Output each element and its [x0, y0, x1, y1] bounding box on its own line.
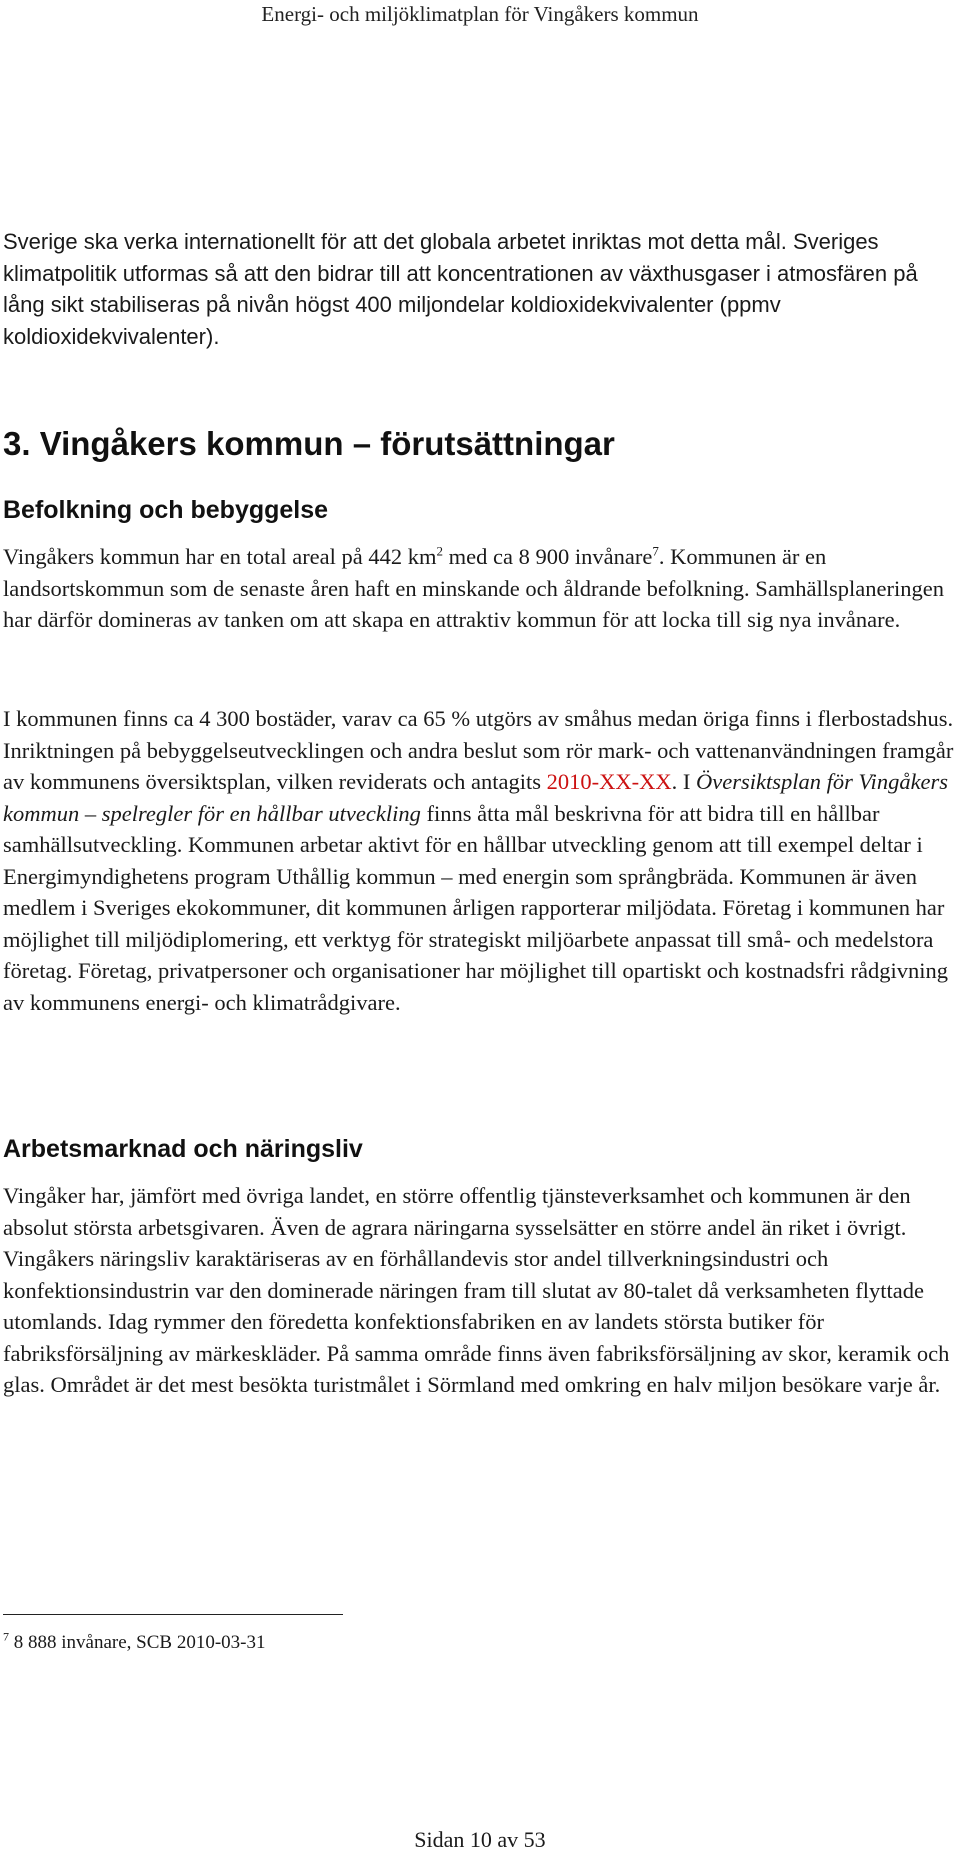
- superscript-area: 2: [436, 543, 444, 559]
- running-header: Energi- och miljöklimatplan för Vingåkers kommun: [261, 2, 699, 26]
- footnote: [3, 1629, 266, 1654]
- befolkning-paragraph-1: [3, 541, 955, 636]
- plan-title-italic: Översiktsplan för Vingåkers kommun – spelregler för en hållbar utveckling: [3, 769, 949, 826]
- text-run: med ca 8 900 invånare: [443, 544, 653, 569]
- section-heading-befolkning: Befolkning och bebyggelse: [3, 496, 329, 524]
- placeholder-date: 2010-XX-XX: [546, 769, 672, 794]
- text-run: finns åtta mål beskrivna för att bidra till en hållbar samhällsutveckling. Kommunen arbetar aktivt för en hållbar utveckling genom att till exempel deltar i Energimyndighetens program Uthållig kommun – med energin som språngbräda. Kommunen är även medlem i Sveriges ekokommuner, dit kommunen årligen rapporterar miljödata. Företag i kommunen har möjlighet till miljödiplomering, ett verktyg för strategiskt miljöarbete anpassat till små- och medelstora företag. Företag, privatpersoner och organisationer har möjlighet till opartiskt och kostnadsfri rådgivning av kommunens energi- och klimatrådgivare.: [3, 800, 948, 1015]
- footnote-divider: [3, 1614, 343, 1615]
- chapter-heading: 3. Vingåkers kommun – förutsättningar: [3, 425, 615, 462]
- footnote-text: 8 888 invånare, SCB 2010-03-31: [9, 1632, 266, 1653]
- intro-paragraph: Sverige ska verka internationellt för att det globala arbetet inriktas mot detta mål. Sveriges klimatpolitik utformas så att den bidrar till att koncentrationen av växthusgaser i atmosfären på lång sikt stabiliseras på nivån högst 400 miljondelar koldioxidekvivalenter (ppmv koldioxidekvivalenter).: [3, 229, 918, 349]
- text-run: I kommunen finns ca 4 300 bostäder, varav ca 65 % utgörs av småhus medan öriga finns i flerbostadshus. Inriktningen på bebyggelseutvecklingen och andra beslut som rör mark- och vattenanvändningen framgår av kommunens översiktsplan, vilken reviderats och antagits: [3, 706, 954, 794]
- befolkning-paragraph-2: [3, 703, 955, 1018]
- page-number: Sidan 10 av 53: [414, 1827, 546, 1852]
- footnote-marker: 7: [3, 1629, 9, 1644]
- section-heading-arbetsmarknad: Arbetsmarknad och näringsliv: [3, 1135, 363, 1163]
- arbetsmarknad-paragraph: Vingåker har, jämfört med övriga landet, en större offentlig tjänsteverksamhet och kommunen är den absolut största arbetsgivaren. Även de agrara näringarna sysselsätter en större andel än riket i övrigt. Vingåkers näringsliv karaktäriseras av en förhållandevis stor andel tillverkningsindustri och konfektionsindustrin var den dominerade näringen fram till slutat av 80-talet då verksamheten flyttade utomlands. Idag rymmer den föredetta konfektionsfabriken en av landets största butiker för fabriksförsäljning av märkeskläder. På samma område finns även fabriksförsäljning av skor, keramik och glas. Området är det mest besökta turistmålet i Sörmland med omkring en halv miljon besökare varje år.: [3, 1183, 950, 1397]
- text-run: . I: [671, 769, 696, 794]
- text-run: . Kommunen är en landsortskommun som de senaste åren haft en minskande och åldrande befolkning. Samhällsplaneringen har därför domineras av tanken om att skapa en attraktiv kommun för att locka till sig nya invånare.: [3, 544, 945, 632]
- footnote-reference[interactable]: 7: [652, 543, 659, 559]
- text-run: Vingåkers kommun har en total areal på 442 km: [3, 544, 437, 569]
